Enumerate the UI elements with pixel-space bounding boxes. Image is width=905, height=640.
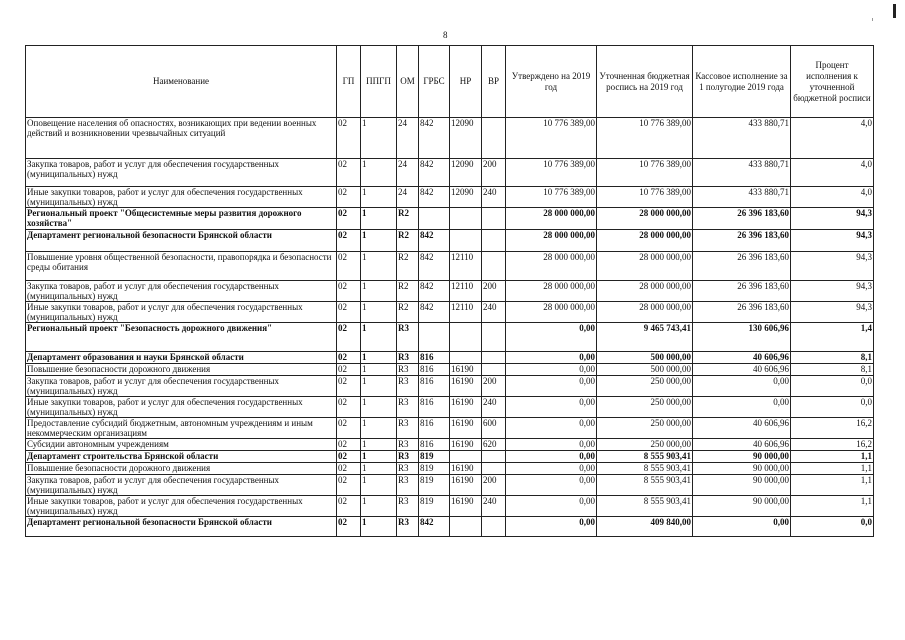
cell-approved: 28 000 000,00 (506, 252, 597, 281)
cell-grbs: 816 (419, 364, 450, 376)
cell-gp: 02 (337, 418, 361, 439)
cell-cash: 0,00 (693, 397, 791, 418)
cell-refined: 8 555 903,41 (597, 463, 693, 475)
cell-grbs: 816 (419, 397, 450, 418)
cell-cash: 26 396 183,60 (693, 252, 791, 281)
cell-om: R3 (397, 323, 419, 352)
cell-ppgp: 1 (361, 376, 397, 397)
cell-approved: 28 000 000,00 (506, 302, 597, 323)
header-percent: Процент исполнения к уточненной бюджетной росписи (791, 46, 874, 118)
cell-ppgp: 1 (361, 397, 397, 418)
cell-percent: 16,2 (791, 418, 874, 439)
cell-refined: 250 000,00 (597, 439, 693, 451)
cell-gp: 02 (337, 208, 361, 230)
cell-approved: 10 776 389,00 (506, 159, 597, 187)
cell-gp: 02 (337, 352, 361, 364)
cell-vr: 200 (482, 376, 506, 397)
cell-grbs: 819 (419, 451, 450, 463)
cell-approved: 0,00 (506, 376, 597, 397)
cell-gp: 02 (337, 364, 361, 376)
cell-om: R3 (397, 397, 419, 418)
cell-refined: 409 840,00 (597, 517, 693, 537)
cell-percent: 1,4 (791, 323, 874, 352)
cell-refined: 500 000,00 (597, 364, 693, 376)
cell-np (450, 230, 482, 252)
cell-grbs: 842 (419, 281, 450, 302)
cell-name: Повышение безопасности дорожного движения (26, 463, 337, 475)
cell-cash: 90 000,00 (693, 475, 791, 496)
cell-gp: 02 (337, 517, 361, 537)
cell-grbs: 816 (419, 439, 450, 451)
cell-vr (482, 230, 506, 252)
cell-approved: 0,00 (506, 397, 597, 418)
cell-refined: 8 555 903,41 (597, 451, 693, 463)
header-name: Наименование (26, 46, 337, 118)
cell-cash: 433 880,71 (693, 187, 791, 208)
cell-name: Субсидии автономным учреждениям (26, 439, 337, 451)
cell-cash: 90 000,00 (693, 496, 791, 517)
cell-vr: 200 (482, 159, 506, 187)
cell-cash: 40 606,96 (693, 418, 791, 439)
cell-name: Закупка товаров, работ и услуг для обеспечения государственных (муниципальных) нужд (26, 281, 337, 302)
cell-grbs (419, 323, 450, 352)
cell-percent: 1,1 (791, 451, 874, 463)
cell-name: Иные закупки товаров, работ и услуг для обеспечения государственных (муниципальных) нужд (26, 397, 337, 418)
cell-cash: 0,00 (693, 517, 791, 537)
cell-np: 12090 (450, 187, 482, 208)
cell-percent: 94,3 (791, 252, 874, 281)
cell-vr: 200 (482, 475, 506, 496)
cell-om: R3 (397, 496, 419, 517)
cell-cash: 40 606,96 (693, 439, 791, 451)
cell-np (450, 451, 482, 463)
cell-grbs: 816 (419, 418, 450, 439)
cell-cash: 90 000,00 (693, 463, 791, 475)
cell-gp: 02 (337, 397, 361, 418)
cell-np (450, 323, 482, 352)
cell-approved: 0,00 (506, 451, 597, 463)
cell-gp: 02 (337, 281, 361, 302)
header-grbs: ГРБС (419, 46, 450, 118)
cell-name: Оповещение населения об опасностях, возникающих при ведении военных действий и возникновении чрезвычайных ситуаций (26, 118, 337, 159)
cell-np: 16190 (450, 364, 482, 376)
header-gp: ГП (337, 46, 361, 118)
cell-refined: 28 000 000,00 (597, 252, 693, 281)
cell-name: Департамент региональной безопасности Брянской области (26, 517, 337, 537)
header-row (26, 46, 874, 118)
cell-np: 16190 (450, 463, 482, 475)
cell-percent: 1,1 (791, 475, 874, 496)
cell-om: R3 (397, 376, 419, 397)
cell-gp: 02 (337, 323, 361, 352)
cell-grbs: 816 (419, 352, 450, 364)
cell-approved: 28 000 000,00 (506, 230, 597, 252)
cell-refined: 28 000 000,00 (597, 230, 693, 252)
cell-om: R3 (397, 352, 419, 364)
cell-cash: 26 396 183,60 (693, 230, 791, 252)
cell-grbs: 819 (419, 463, 450, 475)
cell-vr (482, 463, 506, 475)
cell-grbs: 842 (419, 159, 450, 187)
table-row (26, 439, 874, 451)
cell-vr: 240 (482, 496, 506, 517)
cell-cash: 26 396 183,60 (693, 302, 791, 323)
cell-name: Повышение уровня общественной безопасности, правопорядка и безопасности среды обитания (26, 252, 337, 281)
table-row (26, 323, 874, 352)
cell-refined: 10 776 389,00 (597, 118, 693, 159)
cell-ppgp: 1 (361, 496, 397, 517)
cell-vr (482, 451, 506, 463)
cell-percent: 1,1 (791, 463, 874, 475)
cell-ppgp: 1 (361, 352, 397, 364)
header-approved: Утверждено на 2019 год (506, 46, 597, 118)
cell-ppgp: 1 (361, 463, 397, 475)
cell-np: 12110 (450, 252, 482, 281)
cell-percent: 0,0 (791, 397, 874, 418)
table-row (26, 463, 874, 475)
cell-vr (482, 208, 506, 230)
cell-ppgp: 1 (361, 230, 397, 252)
cell-approved: 28 000 000,00 (506, 208, 597, 230)
cell-name: Предоставление субсидий бюджетным, автономным учреждениям и иным некоммерческим организациям (26, 418, 337, 439)
cell-grbs: 842 (419, 230, 450, 252)
cell-om: R3 (397, 475, 419, 496)
cell-refined: 28 000 000,00 (597, 281, 693, 302)
cell-percent: 8,1 (791, 352, 874, 364)
cell-gp: 02 (337, 376, 361, 397)
cell-grbs: 819 (419, 496, 450, 517)
cell-grbs: 842 (419, 302, 450, 323)
cell-approved: 10 776 389,00 (506, 118, 597, 159)
cell-om: 24 (397, 118, 419, 159)
cell-ppgp: 1 (361, 439, 397, 451)
cell-approved: 0,00 (506, 463, 597, 475)
cell-om: R3 (397, 418, 419, 439)
cell-ppgp: 1 (361, 252, 397, 281)
cell-np (450, 208, 482, 230)
header-vr: ВР (482, 46, 506, 118)
cell-gp: 02 (337, 252, 361, 281)
table-body (26, 118, 874, 537)
cell-refined: 250 000,00 (597, 397, 693, 418)
corner-mark (893, 4, 896, 18)
cell-refined: 9 465 743,41 (597, 323, 693, 352)
cell-np: 12090 (450, 118, 482, 159)
cell-np: 16190 (450, 475, 482, 496)
cell-ppgp: 1 (361, 364, 397, 376)
cell-np: 16190 (450, 418, 482, 439)
cell-ppgp: 1 (361, 118, 397, 159)
cell-gp: 02 (337, 475, 361, 496)
cell-refined: 10 776 389,00 (597, 159, 693, 187)
cell-np: 12110 (450, 281, 482, 302)
cell-vr: 240 (482, 187, 506, 208)
cell-approved: 0,00 (506, 496, 597, 517)
cell-vr (482, 364, 506, 376)
cell-gp: 02 (337, 159, 361, 187)
cell-percent: 94,3 (791, 208, 874, 230)
cell-cash: 433 880,71 (693, 118, 791, 159)
header-cash: Кассовое исполнение за 1 полугодие 2019 года (693, 46, 791, 118)
cell-name: Закупка товаров, работ и услуг для обеспечения государственных (муниципальных) нужд (26, 159, 337, 187)
cell-vr (482, 517, 506, 537)
cell-approved: 0,00 (506, 475, 597, 496)
cell-om: R3 (397, 451, 419, 463)
cell-approved: 0,00 (506, 517, 597, 537)
cell-om: R2 (397, 230, 419, 252)
table-row (26, 159, 874, 187)
cell-np: 12110 (450, 302, 482, 323)
cell-gp: 02 (337, 451, 361, 463)
cell-approved: 0,00 (506, 323, 597, 352)
cell-percent: 8,1 (791, 364, 874, 376)
cell-grbs: 842 (419, 118, 450, 159)
cell-np: 12090 (450, 159, 482, 187)
cell-percent: 0,0 (791, 517, 874, 537)
cell-np (450, 352, 482, 364)
cell-vr (482, 352, 506, 364)
cell-om: R2 (397, 252, 419, 281)
cell-approved: 0,00 (506, 439, 597, 451)
table-row (26, 496, 874, 517)
cell-approved: 28 000 000,00 (506, 281, 597, 302)
cell-ppgp: 1 (361, 159, 397, 187)
cell-ppgp: 1 (361, 323, 397, 352)
cell-cash: 0,00 (693, 376, 791, 397)
cell-cash: 40 606,96 (693, 352, 791, 364)
cell-np (450, 517, 482, 537)
budget-table (25, 45, 874, 537)
cell-om: R3 (397, 517, 419, 537)
cell-name: Департамент образования и науки Брянской области (26, 352, 337, 364)
cell-name: Иные закупки товаров, работ и услуг для обеспечения государственных (муниципальных) нужд (26, 302, 337, 323)
table-row (26, 230, 874, 252)
cell-grbs: 842 (419, 187, 450, 208)
cell-vr: 600 (482, 418, 506, 439)
cell-vr: 200 (482, 281, 506, 302)
cell-om: R2 (397, 281, 419, 302)
cell-name: Региональный проект "Общесистемные меры развития дорожного хозяйства" (26, 208, 337, 230)
cell-gp: 02 (337, 118, 361, 159)
cell-refined: 250 000,00 (597, 418, 693, 439)
cell-ppgp: 1 (361, 418, 397, 439)
cell-cash: 26 396 183,60 (693, 208, 791, 230)
cell-ppgp: 1 (361, 187, 397, 208)
table-row (26, 352, 874, 364)
cell-percent: 94,3 (791, 230, 874, 252)
cell-ppgp: 1 (361, 451, 397, 463)
cell-ppgp: 1 (361, 281, 397, 302)
cell-refined: 250 000,00 (597, 376, 693, 397)
cell-name: Департамент региональной безопасности Брянской области (26, 230, 337, 252)
cell-gp: 02 (337, 496, 361, 517)
cell-percent: 4,0 (791, 159, 874, 187)
table-row (26, 517, 874, 537)
cell-ppgp: 1 (361, 475, 397, 496)
cell-gp: 02 (337, 230, 361, 252)
cell-ppgp: 1 (361, 208, 397, 230)
cell-np: 16190 (450, 496, 482, 517)
cell-approved: 0,00 (506, 418, 597, 439)
table-row (26, 208, 874, 230)
cell-percent: 1,1 (791, 496, 874, 517)
cell-refined: 10 776 389,00 (597, 187, 693, 208)
table-row (26, 451, 874, 463)
cell-om: R3 (397, 439, 419, 451)
cell-vr (482, 118, 506, 159)
cell-om: 24 (397, 187, 419, 208)
cell-name: Региональный проект "Безопасность дорожного движения" (26, 323, 337, 352)
cell-refined: 28 000 000,00 (597, 208, 693, 230)
cell-approved: 0,00 (506, 352, 597, 364)
cell-grbs (419, 208, 450, 230)
table-row (26, 397, 874, 418)
page-number: 8 (443, 30, 448, 40)
cell-np: 16190 (450, 439, 482, 451)
cell-om: 24 (397, 159, 419, 187)
table-row (26, 376, 874, 397)
cell-refined: 500 000,00 (597, 352, 693, 364)
cell-cash: 90 000,00 (693, 451, 791, 463)
cell-vr (482, 252, 506, 281)
cell-percent: 94,3 (791, 302, 874, 323)
table-row (26, 364, 874, 376)
table-row (26, 118, 874, 159)
cell-percent: 94,3 (791, 281, 874, 302)
edge-tick (872, 18, 873, 21)
cell-om: R3 (397, 463, 419, 475)
table-row (26, 187, 874, 208)
table-row (26, 418, 874, 439)
table-row (26, 252, 874, 281)
cell-grbs: 816 (419, 376, 450, 397)
cell-name: Повышение безопасности дорожного движения (26, 364, 337, 376)
cell-name: Иные закупки товаров, работ и услуг для обеспечения государственных (муниципальных) нужд (26, 496, 337, 517)
cell-ppgp: 1 (361, 517, 397, 537)
cell-vr: 240 (482, 302, 506, 323)
cell-gp: 02 (337, 463, 361, 475)
cell-approved: 10 776 389,00 (506, 187, 597, 208)
cell-om: R2 (397, 208, 419, 230)
cell-grbs: 819 (419, 475, 450, 496)
cell-approved: 0,00 (506, 364, 597, 376)
cell-name: Закупка товаров, работ и услуг для обеспечения государственных (муниципальных) нужд (26, 376, 337, 397)
header-ppgp: ППГП (361, 46, 397, 118)
cell-grbs: 842 (419, 252, 450, 281)
header-np: НР (450, 46, 482, 118)
header-refined: Уточненная бюджетная роспись на 2019 год (597, 46, 693, 118)
cell-cash: 433 880,71 (693, 159, 791, 187)
cell-vr (482, 323, 506, 352)
cell-name: Закупка товаров, работ и услуг для обеспечения государственных (муниципальных) нужд (26, 475, 337, 496)
cell-percent: 16,2 (791, 439, 874, 451)
cell-refined: 28 000 000,00 (597, 302, 693, 323)
cell-name: Иные закупки товаров, работ и услуг для обеспечения государственных (муниципальных) нужд (26, 187, 337, 208)
cell-percent: 4,0 (791, 118, 874, 159)
cell-gp: 02 (337, 187, 361, 208)
header-om: ОМ (397, 46, 419, 118)
table-row (26, 475, 874, 496)
cell-ppgp: 1 (361, 302, 397, 323)
cell-om: R2 (397, 302, 419, 323)
cell-cash: 130 606,96 (693, 323, 791, 352)
cell-vr: 240 (482, 397, 506, 418)
cell-cash: 40 606,96 (693, 364, 791, 376)
cell-gp: 02 (337, 439, 361, 451)
cell-grbs: 842 (419, 517, 450, 537)
cell-cash: 26 396 183,60 (693, 281, 791, 302)
cell-np: 16190 (450, 376, 482, 397)
cell-np: 16190 (450, 397, 482, 418)
cell-refined: 8 555 903,41 (597, 475, 693, 496)
cell-gp: 02 (337, 302, 361, 323)
cell-refined: 8 555 903,41 (597, 496, 693, 517)
cell-percent: 4,0 (791, 187, 874, 208)
cell-name: Департамент строительства Брянской области (26, 451, 337, 463)
table-row (26, 302, 874, 323)
cell-om: R3 (397, 364, 419, 376)
cell-percent: 0,0 (791, 376, 874, 397)
cell-vr: 620 (482, 439, 506, 451)
table-row (26, 281, 874, 302)
